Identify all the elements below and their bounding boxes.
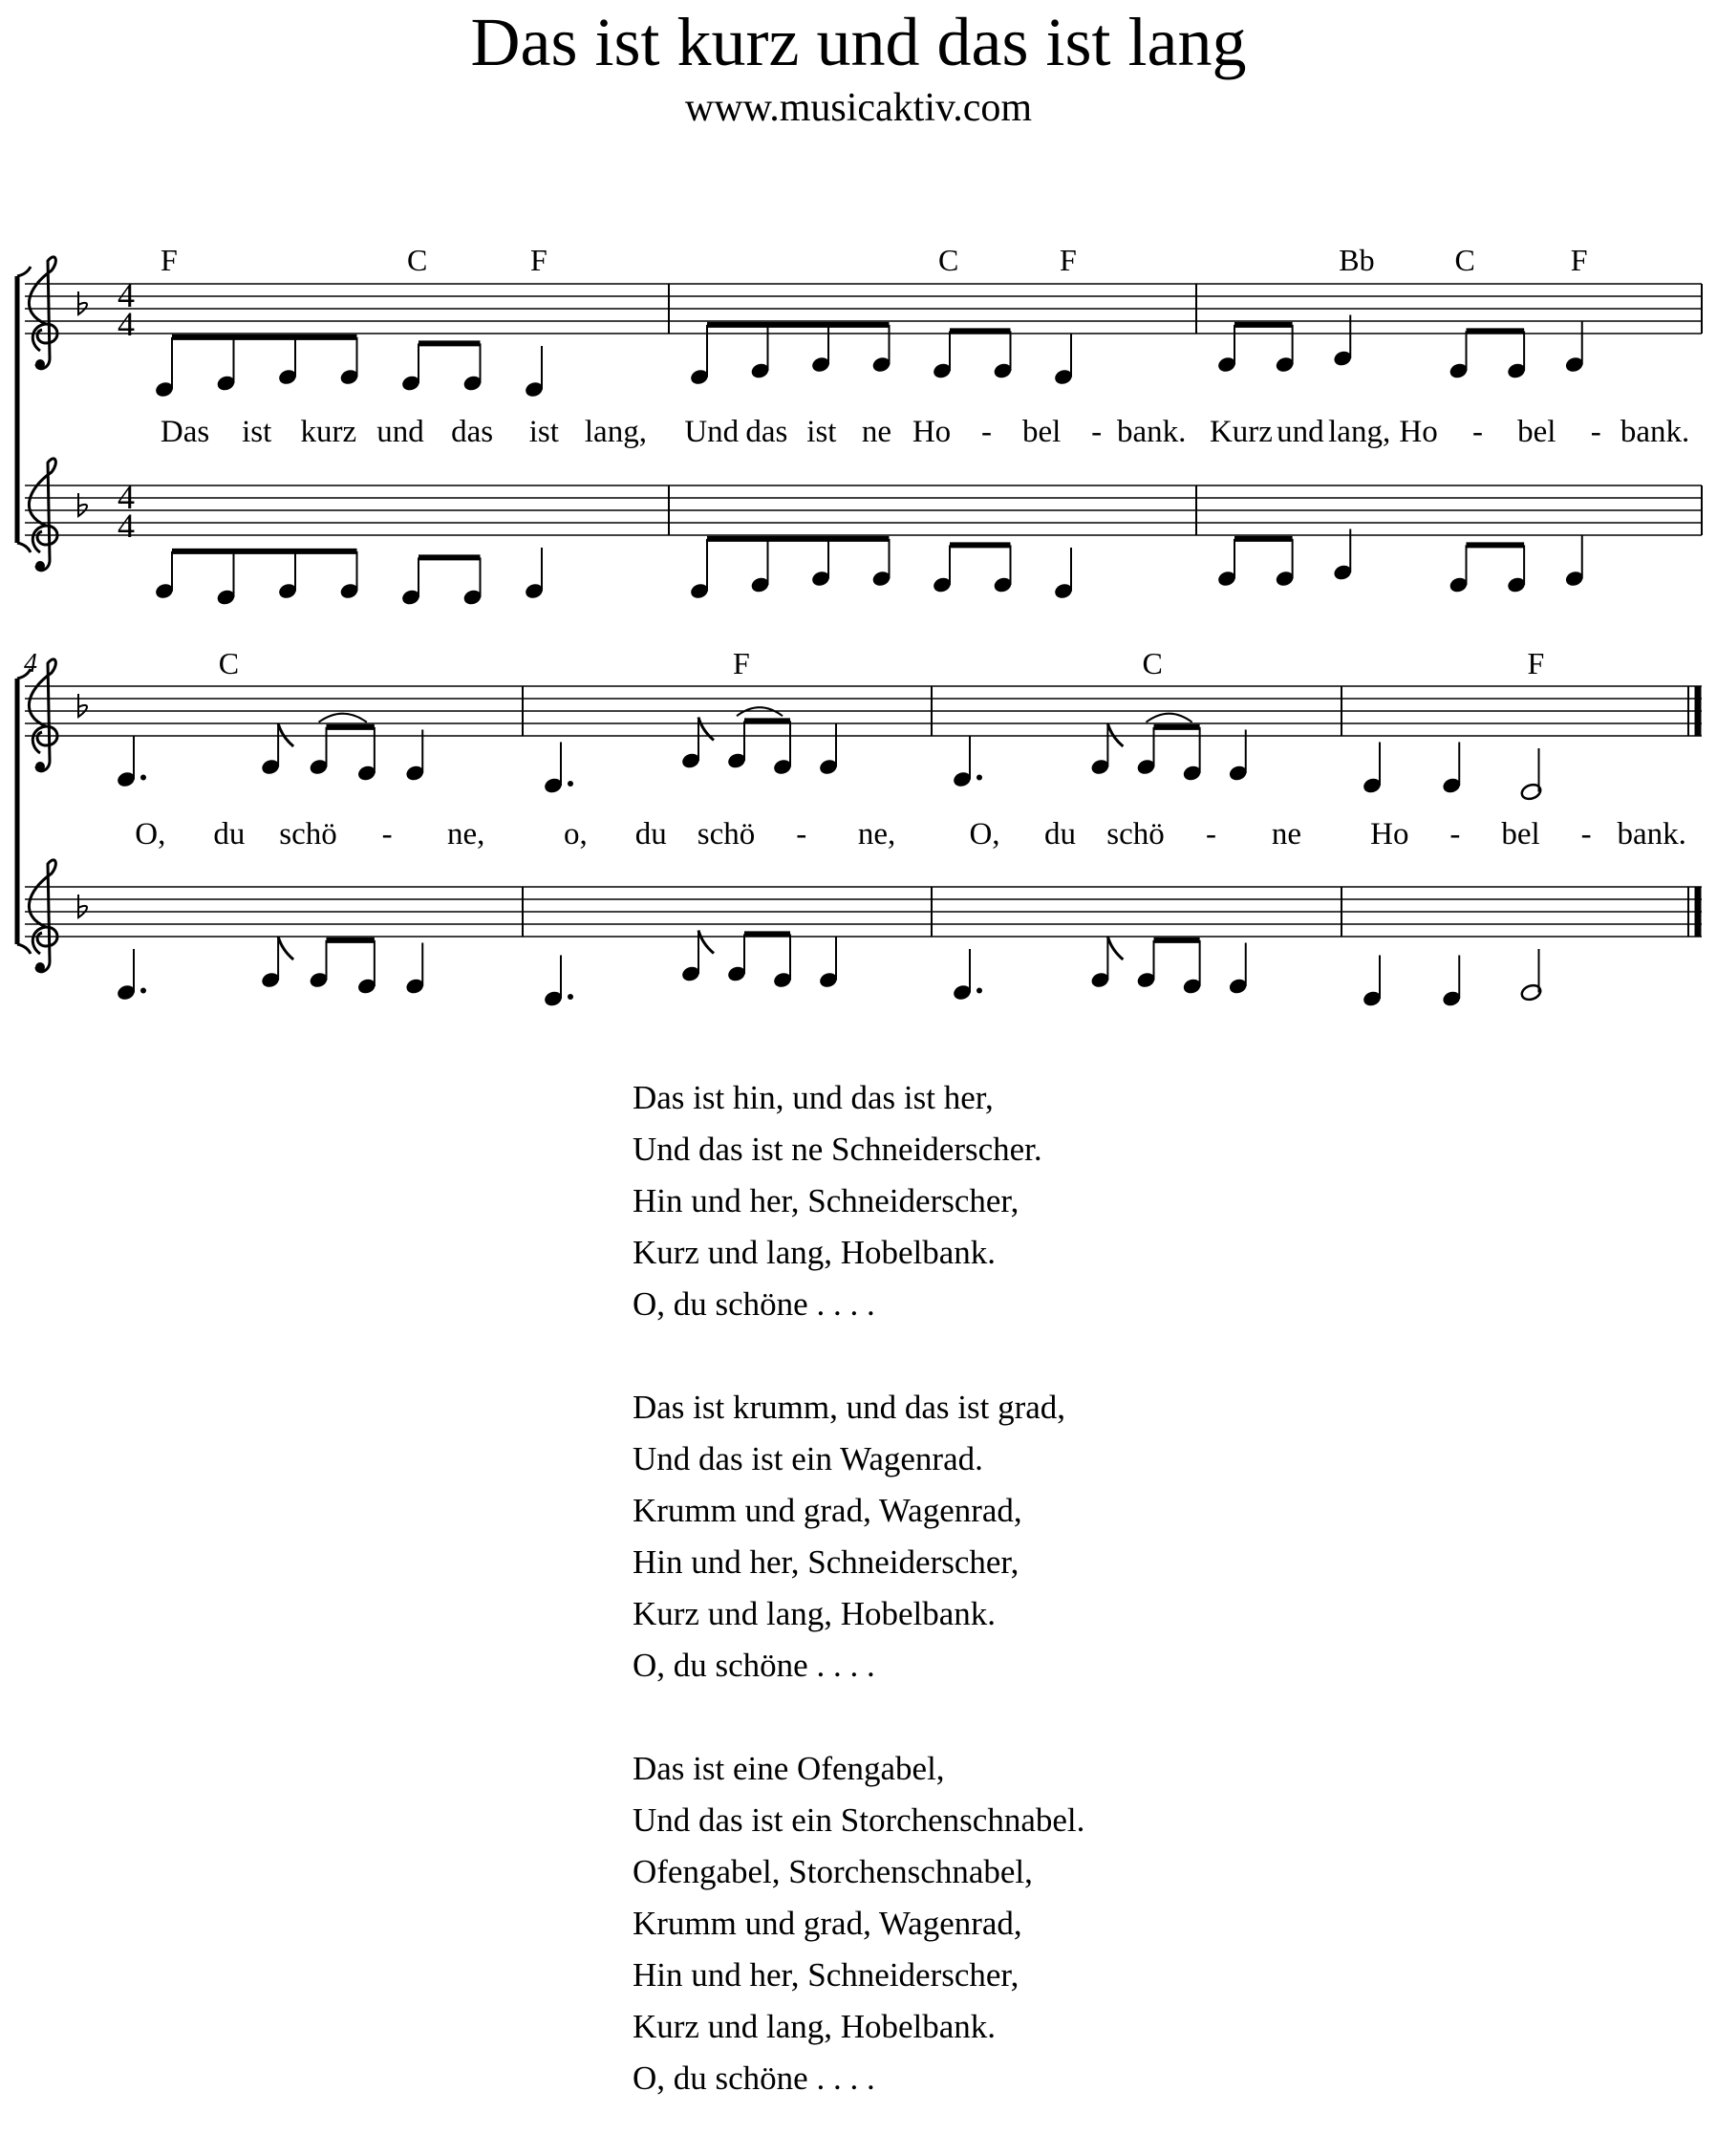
chord-symbol: C [407,243,428,277]
system-bracket [17,267,31,276]
note-flag [1107,937,1123,959]
treble-clef-curl [32,526,57,552]
chord-symbol: F [161,243,178,277]
verse-line: O, du schöne . . . . [633,1647,875,1684]
flat-icon [78,493,87,516]
dot [140,988,146,994]
dot [568,781,573,787]
treble-clef-stroke [29,459,55,571]
chord-symbol: C [1454,243,1475,277]
treble-clef-curl [32,927,57,954]
verse-line: Das ist hin, und das ist her, [633,1079,994,1116]
lyric-syllable: du [1044,817,1076,852]
lyric-syllable: das [745,415,788,449]
lyric-syllable: - [1580,817,1592,852]
lyric-syllable: bank. [1620,415,1690,449]
verse-3 [633,1382,1084,1692]
verse-line: Und das ist ein Wagenrad. [633,1440,983,1477]
flat-icon [78,895,87,917]
lyric-syllable: - [1091,415,1103,449]
lyric-syllable: bank. [1617,817,1686,852]
lyric-syllable: du [213,817,246,852]
treble-clef-icon [29,257,57,369]
lyric-syllable: schö [279,817,337,852]
dot [977,775,982,781]
verse-line: O, du schöne . . . . [633,2059,875,2097]
lyric-syllable: bel [1501,817,1540,852]
note-flag [698,718,714,741]
lyric-syllable: - [1206,817,1216,852]
lyric-syllable: O, [969,817,1000,852]
chord-symbol: C [938,243,959,277]
lyric-syllable: - [1471,415,1483,449]
verse-line: Das ist krumm, und das ist grad, [633,1389,1066,1426]
dot [977,988,982,994]
lyric-syllable: Und [684,415,740,449]
verse-2 [633,1072,1084,1330]
lyric-syllable: - [796,817,807,852]
lyric-syllable: o, [564,817,588,852]
verse-line: Ofengabel, Storchenschnabel, [633,1853,1033,1890]
lyric-syllable: ist [528,415,559,449]
note-flag [1107,723,1123,746]
sheet-music-score [0,0,1717,1023]
lyric-syllable: und [1277,415,1324,449]
lyric-syllable: Ho [912,415,952,449]
system-bracket [17,944,31,954]
verse-line: Krumm und grad, Wagenrad, [633,1492,1022,1529]
lyric-syllable: bel [1021,415,1062,449]
lyric-syllable: schö [697,817,756,852]
chord-symbol: F [1060,243,1077,277]
lyric-syllable: bel [1517,415,1556,449]
system-bracket [17,543,31,552]
note-flag [278,723,293,746]
lyric-syllable: und [376,415,424,449]
lyric-syllable: - [381,817,393,852]
chord-symbol: F [530,243,547,277]
treble-clef-dot [35,359,45,369]
treble-clef-curl [32,726,57,753]
time-signature: 4 [118,507,135,545]
flat-icon [78,291,87,314]
treble-clef-dot [35,762,45,771]
verse-line: Hin und her, Schneiderscher, [633,1956,1019,1994]
lyric-syllable: ne, [857,817,896,852]
verse-line: Das ist eine Ofengabel, [633,1750,945,1787]
lyric-syllable: das [451,415,494,449]
verse-line: Hin und her, Schneiderscher, [633,1182,1019,1219]
treble-clef-stroke [29,860,55,972]
lyric-syllable: ne [861,415,892,449]
lyric-syllable: ne, [446,817,485,852]
treble-clef-stroke [29,257,55,369]
verse-line: Und das ist ein Storchenschnabel. [633,1801,1085,1839]
lyric-syllable: bank. [1117,415,1187,449]
lyric-syllable: - [981,415,993,449]
verse-line: Kurz und lang, Hobelbank. [633,2008,997,2045]
note-flag [278,937,293,959]
treble-clef-dot [35,962,45,972]
verse-line: Und das ist ne Schneiderscher. [633,1131,1042,1168]
slur [319,714,367,722]
lyric-syllable: du [634,817,667,852]
treble-clef-dot [35,561,45,571]
lyric-syllable: Ho [1399,415,1438,449]
verse-4 [633,1743,1084,2104]
verse-line: Kurz und lang, Hobelbank. [633,1595,997,1632]
treble-clef-curl [32,324,57,351]
chord-symbol: C [218,646,240,680]
chord-symbol: C [1142,646,1163,680]
verse-line: Hin und her, Schneiderscher, [633,1543,1019,1581]
verse-line: O, du schöne . . . . [633,1285,875,1323]
chord-symbol: F [733,646,750,680]
chord-symbol: F [1570,243,1588,277]
time-signature: 4 [118,276,135,314]
lyric-syllable: Kurz [1209,415,1273,449]
verse-line: Kurz und lang, Hobelbank. [633,1234,997,1271]
lyric-syllable: ne [1271,817,1302,852]
lyric-syllable: ist [242,415,272,449]
verse-line: Krumm und grad, Wagenrad, [633,1905,1022,1942]
slur [1147,714,1192,722]
time-signature: 4 [118,305,135,343]
lyric-syllable: lang, [584,415,647,449]
additional-verses [633,1072,1084,2156]
lyric-syllable: kurz [300,415,357,449]
measure-number: 4 [24,649,37,679]
note-flag [698,931,714,954]
flat-icon [78,694,87,717]
lyric-syllable: lang, [1328,415,1391,449]
source-url: www.musicaktiv.com [684,86,1033,130]
lyric-syllable: schö [1106,817,1165,852]
lyric-syllable: - [1449,817,1461,852]
dot [140,775,146,781]
chord-symbol: F [1527,646,1545,680]
treble-clef-icon [29,459,57,571]
song-title: Das ist kurz und das ist lang [470,4,1247,80]
lyric-syllable: - [1590,415,1601,449]
lyric-syllable: ist [806,415,837,449]
dot [568,994,573,1000]
time-signature: 4 [118,478,135,516]
chord-symbol: Bb [1339,243,1375,277]
treble-clef-icon [29,860,57,972]
lyric-syllable: O, [135,817,166,852]
lyric-syllable: Ho [1370,817,1409,852]
lyric-syllable: Das [160,415,210,449]
